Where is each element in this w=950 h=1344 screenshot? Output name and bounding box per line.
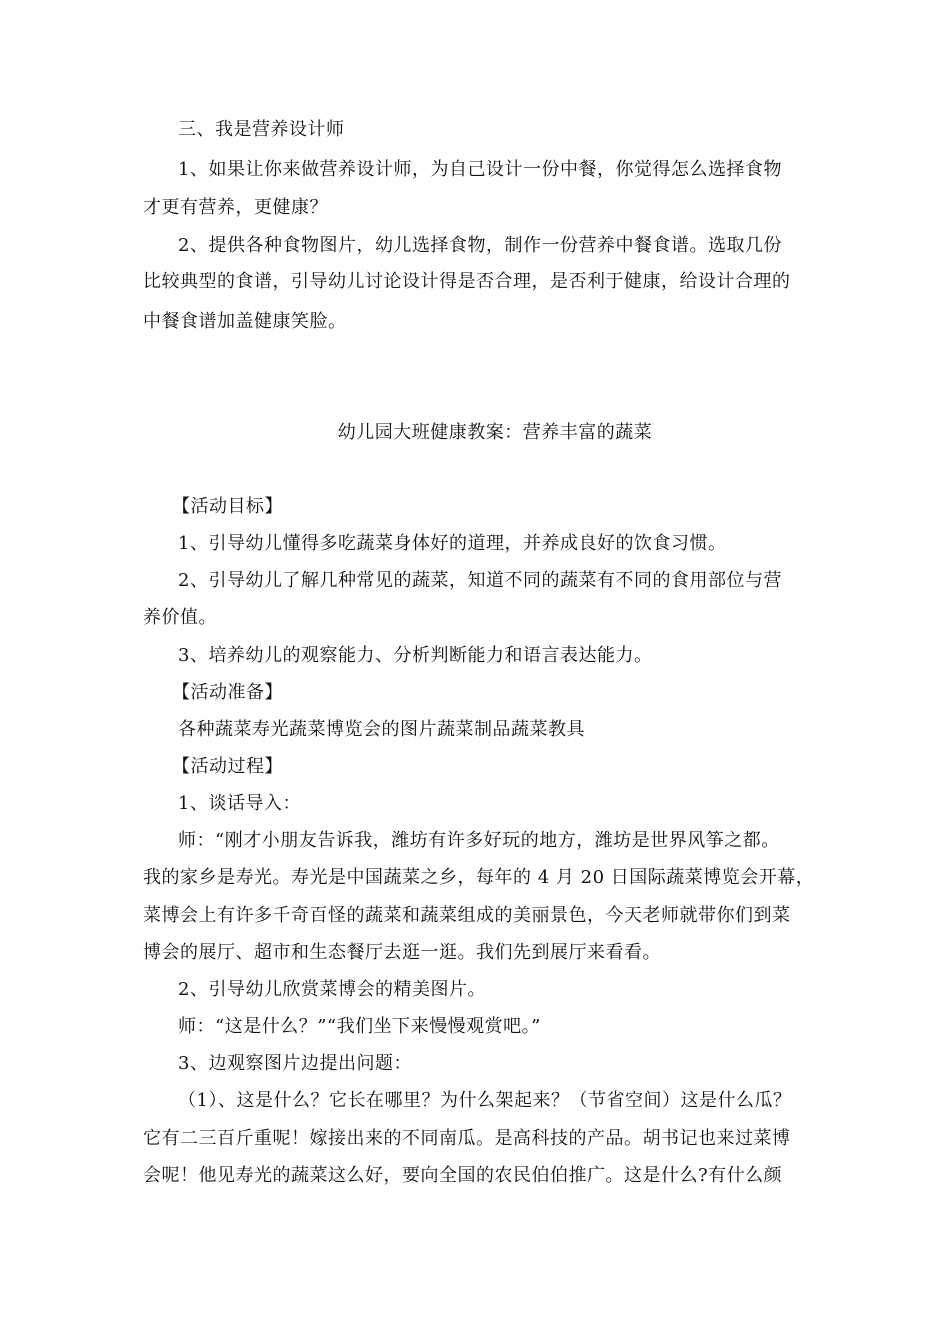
section-heading: 【活动目标】 xyxy=(172,496,283,517)
document-title: 幼儿园大班健康教案：营养丰富的蔬菜 xyxy=(337,422,653,443)
paragraph-line: 2、引导幼儿了解几种常见的蔬菜，知道不同的蔬菜有不同的食用部位与营 xyxy=(178,570,782,591)
paragraph-line: 1、谈话导入： xyxy=(178,793,301,814)
paragraph-line: 它有二三百斤重呢！嫁接出来的不同南瓜。是高科技的产品。胡书记也来过菜博 xyxy=(143,1128,791,1149)
paragraph-line: 菜博会上有许多千奇百怪的蔬菜和蔬菜组成的美丽景色，今天老师就带你们到菜 xyxy=(143,905,791,926)
section-heading: 【活动过程】 xyxy=(172,756,283,777)
paragraph-line: 我的家乡是寿光。寿光是中国蔬菜之乡，每年的 4 月 20 日国际蔬菜博览会开幕， xyxy=(143,867,815,888)
paragraph-line: 2、提供各种食物图片，幼儿选择食物，制作一份营养中餐食谱。选取几份 xyxy=(178,235,782,256)
paragraph-line: 2、引导幼儿欣赏菜博会的精美图片。 xyxy=(178,979,486,1000)
paragraph-line: 才更有营养，更健康？ xyxy=(143,197,328,218)
paragraph-line: （1）、这是什么？它长在哪里？为什么架起来？（节省空间）这是什么瓜？ xyxy=(178,1090,792,1111)
paragraph-line: 博会的展厅、超市和生态餐厅去逛一逛。我们先到展厅来看看。 xyxy=(143,942,661,963)
paragraph-line: 会呢！他见寿光的蔬菜这么好，要向全国的农民伯伯推广。这是什么?有什么颜 xyxy=(143,1165,783,1186)
paragraph-line: 1、引导幼儿懂得多吃蔬菜身体好的道理，并养成良好的饮食习惯。 xyxy=(178,533,727,554)
paragraph-line: 师：“刚才小朋友告诉我，潍坊有许多好玩的地方，潍坊是世界风筝之都。 xyxy=(178,830,780,851)
paragraph-line: 3、边观察图片边提出问题： xyxy=(178,1053,412,1074)
paragraph-line: 1、如果让你来做营养设计师，为自己设计一份中餐，你觉得怎么选择食物 xyxy=(178,159,782,180)
section-heading: 三、我是营养设计师 xyxy=(178,119,345,140)
paragraph-line: 师：“这是什么？”“我们坐下来慢慢观赏吧。” xyxy=(178,1016,541,1037)
paragraph-line: 3、培养幼儿的观察能力、分析判断能力和语言表达能力。 xyxy=(178,645,653,666)
paragraph-line: 养价值。 xyxy=(143,607,217,628)
section-heading: 【活动准备】 xyxy=(172,682,283,703)
paragraph-line: 比较典型的食谱，引导幼儿讨论设计得是否合理，是否利于健康，给设计合理的 xyxy=(143,271,791,292)
paragraph-line: 各种蔬菜寿光蔬菜博览会的图片蔬菜制品蔬菜教具 xyxy=(178,719,585,740)
paragraph-line: 中餐食谱加盖健康笑脸。 xyxy=(143,311,347,332)
